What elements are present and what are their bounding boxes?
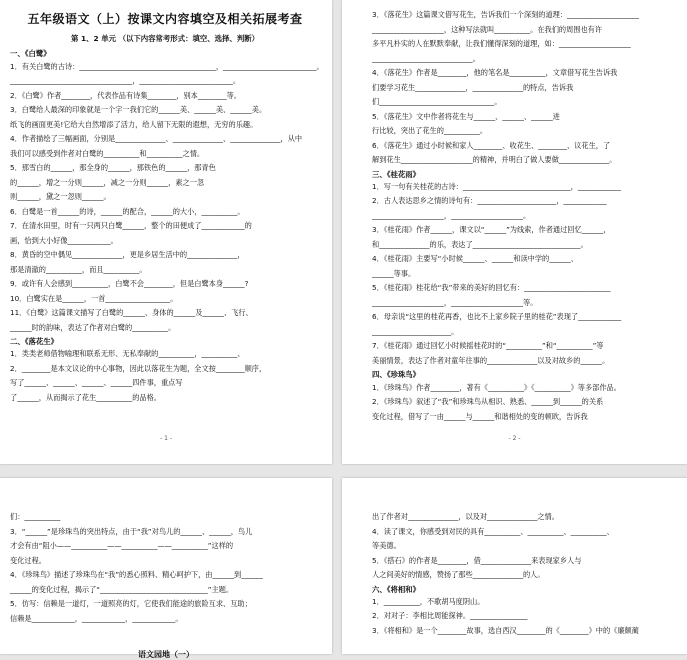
page-3-lines (10, 512, 320, 623)
question-line: 才会有由“阻小——__________——__________——__________”这样的 (10, 541, 234, 550)
question-line: 8．黄昏的空中偶见______________，更是乡居生活中的______________， (10, 250, 245, 259)
question-line: 4．读了课文，你感受到对民的具有__________、__________、__________、 (372, 526, 614, 536)
question-line: 1．有关白鹭的古诗：______________________________________，__________________________。 (10, 61, 324, 71)
document-subtitle: 第 1、2 单元 （以下内容常考形式：填空、选择、判断） (71, 34, 259, 43)
question-line: 们要学习花生______________，______________的特点，告诉我 (372, 82, 574, 92)
question-line: 写了______、______、______、______四件事，重点写 (10, 378, 183, 388)
question-line: 11．《白鹭》这篇课文描写了白鹭的______、身体的______及______、飞行、 (10, 308, 253, 317)
question-line: 2．对对子：李相比周能探神。________________ (372, 611, 528, 621)
page-4-lines (372, 512, 673, 635)
question-line: 1．类类老师借物喻理和联系无形、无私奉献的__________，__________、 (10, 349, 245, 359)
question-line: 美丽情景，表达了作者对童年往事的______________以及对故乡的______。 (372, 355, 610, 365)
question-line: 1．__________，不歌胡马度阴山。 (372, 596, 485, 606)
question-line: 9．或许有人会感到__________，白鹭不会________，但是白鹭本身______? (10, 279, 249, 288)
question-line: ____________________________。 (372, 53, 480, 63)
question-line: 3．白鹭给人最深的印象就是一个字一我们它的______美、______美、______美。 (10, 105, 267, 114)
question-line: 变化过程，借写了一由______与______和谐相处的变的顿欧，告诉我 (372, 411, 588, 421)
question-line: 5．《搭石》的作者是________，借______________来表现家乡人与 (372, 555, 582, 565)
question-line: 画，恰到大小好像____________。 (10, 235, 118, 245)
question-line: 们________________________________。 (372, 97, 502, 106)
question-line: ______的变化过程，揭示了“______________________________”主题。 (10, 584, 234, 594)
question-line: 纸飞的画面更美!它给大自然增添了活力，给人留下无限的遐想，无穷的乐趣。 (10, 119, 258, 129)
question-line: ____________________，这种写法就叫__________。在我们的周围也有许 (372, 24, 603, 34)
question-line: 2．《白鹭》作者________，代表作品有诗集________，别本________等。 (10, 90, 241, 100)
page-4-content (372, 512, 673, 640)
page-2-content (372, 10, 673, 426)
question-line: 2．《珍珠鸟》叙述了“我”和珍珠鸟从相识、熟悉、______到______的关系 (372, 397, 604, 406)
question-line: 4．《落花生》作者是________，他的笔名是__________，文章借写花生告诉我 (372, 68, 618, 77)
section-heading: 一、《白鹭》 (10, 49, 51, 59)
question-line: 1．写一句有关桂花的古诗：______________________________，____________ (372, 181, 621, 191)
page-number: - 2 - (508, 434, 521, 442)
page-3-content (10, 512, 320, 628)
question-line: 6．白鹭是一首______的诗，______的配合，______的大小，__________。 (10, 206, 245, 216)
question-line: 4．《珍珠鸟》描述了珍珠鸟在“我”的悉心照料、精心呵护下，由______到______ (10, 570, 263, 579)
question-line: 2．________是本文议论的中心事物，因此以落花生为题，全文按________顺序， (10, 363, 267, 373)
question-line: __________________________________，__________________________。 (10, 76, 241, 85)
question-line: 3．《桂花雨》作者______，课文以“______”为线索，作者通过回忆______， (372, 225, 611, 235)
document-page-4 (342, 478, 687, 654)
question-line: 则______，黛之一忽则______。 (10, 192, 111, 201)
page-number: - 1 - (160, 434, 172, 442)
question-line: 3．“______”是珍珠鸟的突出特点，由于“我”对鸟儿的______、______，鸟儿 (10, 526, 253, 536)
question-line: 10．白鹭实在是______，一首__________________。 (10, 293, 178, 303)
question-line: 和______________的乐，表达了______________________________。 (372, 239, 588, 249)
question-line: 了______，从而揭示了花生__________的品格。 (10, 392, 161, 402)
question-line: 5．那雪白的______，那全身的______，那铁色的______，那青色 (10, 163, 216, 172)
question-line: 4．《桂花雨》主要写“小时候______、______和读中学的______、 (372, 254, 578, 264)
question-line: 3．《将相和》是一个________故事，选自西汉________的《________》中的《廉颇蔺 (372, 625, 639, 635)
section-heading: 四、《珍珠鸟》 (372, 370, 421, 380)
question-line: 们：__________ (10, 512, 61, 521)
question-line: 3．《落花生》这篇课文借写花生，告诉我们一个深刻的道理：____________________ (372, 10, 639, 19)
section-title: 语文园地（一） (138, 650, 194, 659)
question-line: ____________________，____________________等。 (372, 297, 538, 307)
question-line: 我们可以感受到作者对白鹭的__________和__________之情。 (10, 148, 205, 158)
question-line: 5．仿写：信赖是一道灯，一道照亮的灯，它使我们能途的旅险互求、互助； (10, 599, 252, 608)
question-line: 5．《落花生》文中作者将花生与______、______、______进 (372, 111, 560, 121)
page-1-content (10, 10, 324, 407)
question-line: ______________________。 (372, 326, 459, 336)
document-page-3 (0, 478, 332, 659)
section-heading: 二、《落花生》 (10, 337, 59, 346)
document-page-2 (342, 0, 687, 464)
question-line: 信赖是____________，____________，____________。 (10, 613, 183, 623)
question-line: 6．母亲说“这里的桂花再香，也比不上家乡院子里的桂花”表现了____________ (372, 312, 622, 322)
question-line: ____________________，____________________。 (372, 210, 531, 220)
question-line: 解到花生____________________的精神，并明白了做人要做______________。 (372, 155, 617, 164)
document-title: 五年级语文（上）按课文内容填空及相关拓展考查 (27, 12, 303, 26)
question-line: 的______，增之一分则______，减之一分则______，素之一忽 (10, 177, 205, 187)
question-line: 6．《落花生》通过小时候和家人________、收花生、________、议花生，了 (372, 140, 611, 150)
question-line: 7．在清水田里，时有一只两只白鹭______，整个的田便成了____________的 (10, 221, 252, 230)
section-heading: 六、《将相和》 (372, 584, 421, 594)
question-line: 等美德。 (372, 541, 401, 550)
question-line: 4．作者描绘了三幅画面，分别是______________、______________、______________，从中 (10, 134, 303, 143)
question-line: 变化过程。 (10, 555, 46, 565)
page-1-lines (10, 49, 324, 402)
question-line: 2．古人表达思乡之情的诗句有：______________________，____________ (372, 196, 607, 206)
question-line: 出了作者对______________，以及对______________之情。 (372, 512, 559, 521)
question-line: 7．《桂花雨》通过回忆小时候摇桂花时的“__________”和“__________”等 (372, 341, 604, 351)
question-line: 人之间美好的情感，赞扬了那些______________的人。 (372, 570, 545, 579)
question-line: 5．《桂花雨》桂花给“我”带来的美好的回忆有：________________________ (372, 283, 611, 293)
question-line: ______等事。 (372, 268, 416, 278)
question-line: 那是清澈的__________，而且__________。 (10, 264, 147, 274)
document-page-1 (0, 0, 332, 464)
page-2-lines (372, 10, 673, 421)
question-line: 行比较，突出了花生的__________。 (372, 126, 488, 135)
question-line: ______时的韵味，表达了作者对白鹭的__________。 (10, 322, 176, 332)
question-line: 1．《珍珠鸟》作者________，著有《__________》《__________》等多部作品。 (372, 382, 621, 392)
question-line: 多平凡朴实的人在默默奉献，让我们懂得深刻的道理，如：____________________ (372, 39, 631, 48)
section-heading: 三、《桂花雨》 (372, 169, 421, 179)
